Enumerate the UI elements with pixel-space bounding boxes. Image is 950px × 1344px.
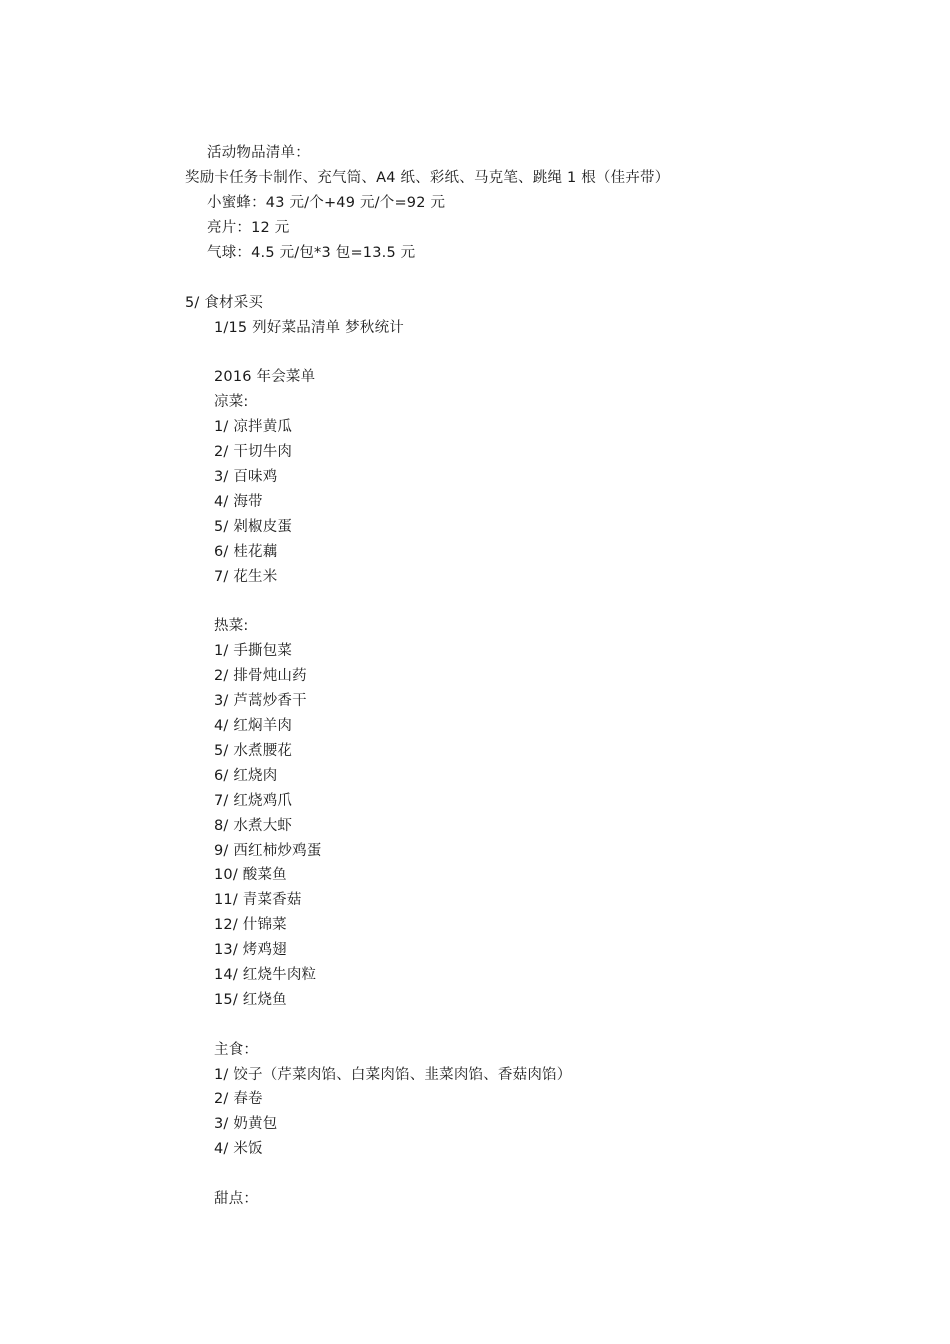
hot-dishes-label: 热菜: <box>214 618 249 634</box>
list-item: 5/ 剁椒皮蛋 <box>214 519 293 535</box>
list-item: 8/ 水煮大虾 <box>214 818 293 834</box>
list-item: 7/ 花生米 <box>214 569 278 585</box>
supplies-heading: 活动物品清单： <box>207 145 310 161</box>
list-item: 4/ 海带 <box>214 494 263 510</box>
supplies-balloons: 气球：4.5 元/包*3 包=13.5 元 <box>207 245 416 261</box>
list-item: 1/ 饺子（芹菜肉馅、白菜肉馅、韭菜肉馅、香菇肉馅） <box>214 1067 572 1083</box>
list-item: 6/ 桂花藕 <box>214 544 278 560</box>
supplies-bee: 小蜜蜂：43 元/个+49 元/个=92 元 <box>207 195 446 211</box>
section5-heading: 5/ 食材采买 <box>185 295 264 311</box>
list-item: 2/ 干切牛肉 <box>214 444 293 460</box>
list-item: 4/ 米饭 <box>214 1141 263 1157</box>
list-item: 2/ 春卷 <box>214 1091 263 1107</box>
list-item: 10/ 酸菜鱼 <box>214 867 287 883</box>
list-item: 12/ 什锦菜 <box>214 917 287 933</box>
list-item: 6/ 红烧肉 <box>214 768 278 784</box>
menu-title: 2016 年会菜单 <box>214 369 316 385</box>
list-item: 15/ 红烧鱼 <box>214 992 287 1008</box>
list-item: 1/ 手撕包菜 <box>214 643 293 659</box>
staple-food-label: 主食： <box>214 1042 259 1058</box>
list-item: 13/ 烤鸡翅 <box>214 942 287 958</box>
supplies-sequins: 亮片：12 元 <box>207 220 290 236</box>
list-item: 4/ 红焖羊肉 <box>214 718 293 734</box>
list-item: 9/ 西红柿炒鸡蛋 <box>214 843 322 859</box>
list-item: 7/ 红烧鸡爪 <box>214 793 293 809</box>
list-item: 1/ 凉拌黄瓜 <box>214 419 293 435</box>
section5-note: 1/15 列好菜品清单 梦秋统计 <box>214 320 404 336</box>
list-item: 2/ 排骨炖山药 <box>214 668 307 684</box>
list-item: 14/ 红烧牛肉粒 <box>214 967 317 983</box>
cold-dishes-label: 凉菜: <box>214 394 249 410</box>
list-item: 5/ 水煮腰花 <box>214 743 293 759</box>
dessert-label: 甜点： <box>214 1191 259 1207</box>
list-item: 11/ 青菜香菇 <box>214 892 302 908</box>
supplies-materials: 奖励卡任务卡制作、充气筒、A4 纸、彩纸、马克笔、跳绳 1 根（佳卉带） <box>185 170 670 186</box>
list-item: 3/ 百味鸡 <box>214 469 278 485</box>
list-item: 3/ 奶黄包 <box>214 1116 278 1132</box>
list-item: 3/ 芦蒿炒香干 <box>214 693 307 709</box>
